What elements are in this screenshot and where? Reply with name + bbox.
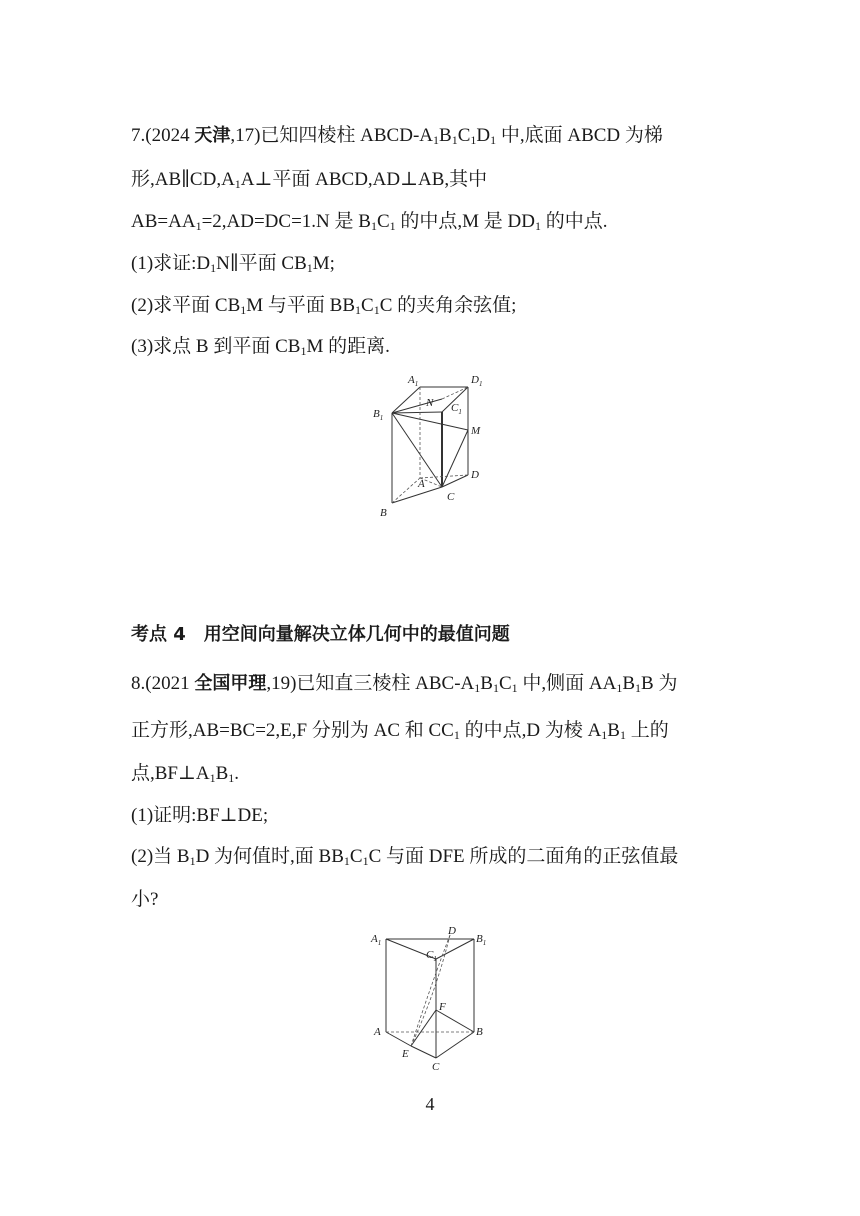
problem7-line-1: 7.(2024 天津,17)已知四棱柱 ABCD-$A_1B_1C_1D_1$ 中,底面 ABCD 为梯 [131, 125, 663, 147]
subscript: 1 [362, 854, 369, 868]
section-heading: 考点 4 用空间向量解决立体几何中的最值问题 [131, 624, 510, 645]
subscript: 1 [389, 219, 396, 233]
subscript: 1 [490, 133, 497, 147]
fig8-label-B1: $B_1$ [476, 933, 487, 947]
subscript: 1 [619, 728, 626, 742]
fig7-label-A: A [418, 478, 425, 490]
fig7-label-C1: $C_1$ [451, 402, 462, 416]
problem8-line-1: 8.(2021 全国甲理,19)已知直三棱柱 ABC-$A_1B_1C_1$ 中,侧面 $AA_1B_1B$ 为 [131, 673, 678, 695]
fig8-label-D: D [448, 925, 456, 937]
fig8-label-F: F [439, 1001, 446, 1013]
subscript: 1 [451, 133, 458, 147]
fig8-label-B: B [476, 1026, 483, 1038]
problem8-line-2: 正方形,AB=BC=2,E,F 分别为 AC 和 $CC_1$ 的中点,D 为棱 $A_1B_1$ 上的 [131, 720, 669, 742]
subscript: 1 [306, 261, 313, 275]
problem7-part-2: (2)求平面 $CB_1M$ 与平面 $BB_1C_1C$ 的夹角余弦值; [131, 295, 517, 317]
subscript: 1 [189, 854, 196, 868]
subscript: 1 [209, 771, 216, 785]
subscript: 1 [228, 771, 235, 785]
fig7-label-N: N [426, 397, 434, 409]
subscript: 1 [343, 854, 350, 868]
subscript: 1 [300, 344, 307, 358]
problem8-part-2: (2)当 $B_1D$ 为何值时,面 $BB_1C_1C$ 与面 DFE 所成的二面角的正弦值最 [131, 846, 679, 868]
fig8-label-E: E [402, 1048, 409, 1060]
fig8-label-C1: $C_1$ [426, 949, 437, 963]
subscript: 1 [470, 133, 477, 147]
problem8-part-1: (1)证明:BF⊥DE; [131, 805, 269, 826]
subscript: 1 [534, 219, 541, 233]
fig8-label-C: C [432, 1061, 440, 1073]
subscript: 1 [474, 681, 481, 695]
subscript: 1 [370, 219, 377, 233]
fig8-label-A1: $A_1$ [371, 933, 382, 947]
subscript: 1 [210, 261, 217, 275]
subscript: 1 [601, 728, 608, 742]
problem7-figure [360, 370, 500, 525]
subscript: 1 [195, 219, 202, 233]
fig7-label-B: B [380, 507, 387, 519]
source-tag: 天津 [194, 125, 231, 146]
subscript: 1 [355, 303, 362, 317]
fig7-label-D: D [471, 469, 479, 481]
problem8-line-3: 点$,BF\perp A_1B_1$. [131, 763, 240, 785]
subscript: 1 [433, 133, 439, 147]
problem7-part-3: (3)求点 B 到平面 $CB_1M$ 的距离. [131, 336, 390, 358]
subscript: 1 [635, 681, 642, 695]
problem8-line-6: 小? [131, 889, 159, 910]
subscript: 1 [240, 303, 247, 317]
page-number: 4 [425, 1094, 435, 1114]
subscript: 1 [453, 728, 460, 742]
fig7-label-B1: $B_1$ [373, 408, 384, 422]
source-tag: 全国甲理 [194, 673, 267, 694]
fig8-label-A: A [374, 1026, 381, 1038]
fig7-label-M: M [471, 425, 481, 437]
fig7-label-A1: $A_1$ [408, 374, 419, 388]
problem7-line-2: 形$,AB\parallel CD,A_1A\perp$平面 ABCD,AD⊥AB,其中 [131, 169, 488, 191]
problem7-part-1: (1)求证$:D_1N\parallel$平面 $CB_1M$; [131, 253, 335, 275]
subscript: 1 [616, 681, 623, 695]
subscript: 1 [511, 681, 518, 695]
fig7-label-C: C [447, 491, 455, 503]
subscript: 1 [492, 681, 499, 695]
subscript: 1 [373, 303, 380, 317]
problem8-figure [366, 922, 496, 1077]
problem7-line-3: $AB=AA_1=2,AD=DC=1.N$ 是 $B_1C_1$ 的中点,M 是 $DD_1$ 的中点. [131, 211, 608, 233]
fig7-label-D1: $D_1$ [471, 374, 483, 388]
subscript: 1 [234, 177, 241, 191]
